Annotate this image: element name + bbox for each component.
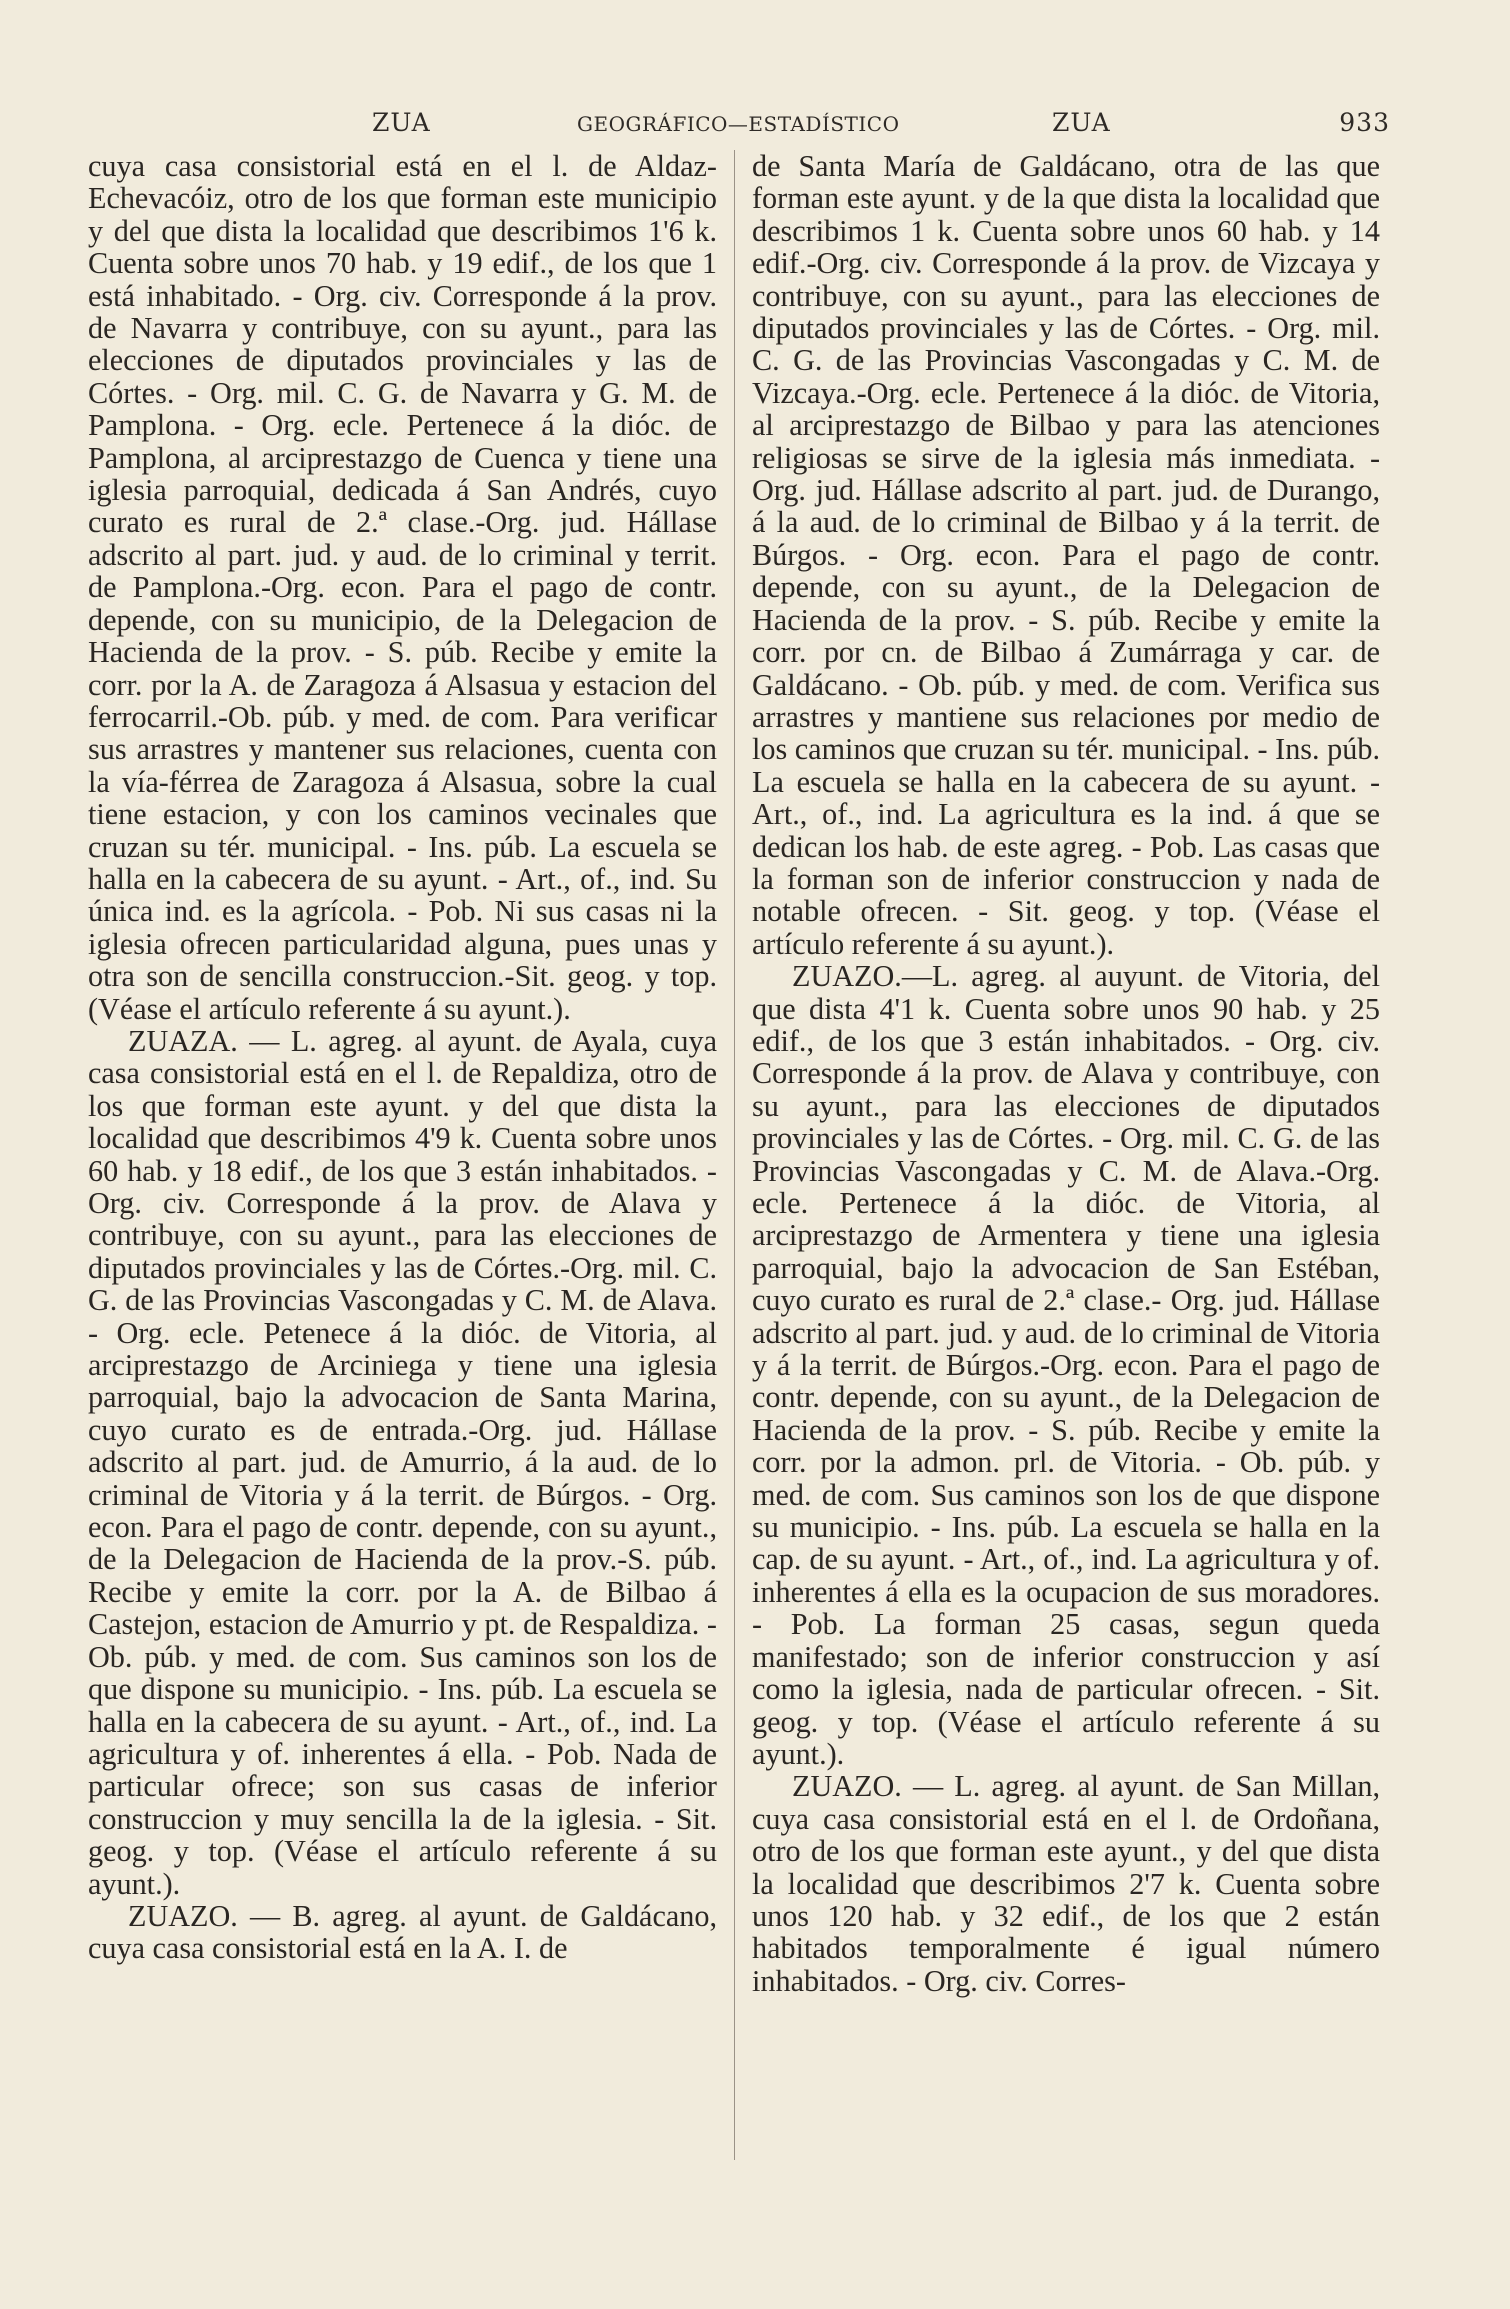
running-header: [372, 108, 1390, 148]
entry-zuazo-vitoria: ZUAZO.—L. agreg. al auyunt. de Vitoria, del que dista 4'1 k. Cuenta sobre unos 90 hab. y 25 edif., de los que 3 están inhabitados. - Org. civ. Corresponde á la prov. de Alava y contribuye, con su ayunt., para las elecciones de diputados provinciales y las de Córtes. - Org. mil. C. G. de las Provincias Vascongadas y C. M. de Alava.-Org. ecle. Pertenece á la dióc. de Vitoria, al arciprestazgo de Armentera y tiene una iglesia parroquial, bajo la advocacion de San Estéban, cuyo curato es rural de 2.ª clase.- Org. jud. Hállase adscrito al part. jud. y aud. de lo criminal de Vitoria y á la territ. de Búrgos.-Org. econ. Para el pago de contr. depende, con su ayunt., de la Delegacion de Hacienda de la prov. - S. púb. Recibe y emite la corr. por la admon. prl. de Vitoria. - Ob. púb. y med. de com. Sus caminos son los de que dispone su municipio. - Ins. púb. La escuela se halla en la cap. de su ayunt. - Art., of., ind. La agricultura y of. inherentes á ella es la ocupacion de sus moradores. - Pob. La forman 25 casas, segun queda manifestado; son de inferior construccion y así como la iglesia, nada de particular ofrecen. - Sit. geog. y top. (Véase el artículo referente á su ayunt.).: [752, 959, 1380, 1771]
paragraph-continuation: cuya casa consistorial está en el l. de Aldaz-Echevacóiz, otro de los que forman este municipio y del que dista la localidad que describimos 1'6 k. Cuenta sobre unos 70 hab. y 19 edif., de los que 1 está inhabitado. - Org. civ. Corresponde á la prov. de Navarra y contribuye, con su ayunt., para las elecciones de diputados provinciales y las de Córtes. - Org. mil. C. G. de Navarra y G. M. de Pamplona. - Org. ecle. Pertenece á la dióc. de Pamplona, al arciprestazgo de Cuenca y tiene una iglesia parroquial, dedicada á San Andrés, cuyo curato es rural de 2.ª clase.-Org. jud. Hállase adscrito al part. jud. y aud. de lo criminal y territ. de Pamplona.-Org. econ. Para el pago de contr. depende, con su municipio, de la Delegacion de Hacienda de la prov. - S. púb. Recibe y emite la corr. por la A. de Zaragoza á Alsasua y estacion del ferrocarril.-Ob. púb. y med. de com. Para verificar sus arrastres y mantener sus relaciones, cuenta con la vía-férrea de Zaragoza á Alsasua, sobre la cual tiene estacion, y con los caminos vecinales que cruzan su tér. municipal. - Ins. púb. La escuela se halla en la cabecera de su ayunt. - Art., of., ind. Su única ind. es la agrícola. - Pob. Ni sus casas ni la iglesia ofrecen particularidad alguna, pues unas y otra son de sencilla construccion.-Sit. geog. y top. (Véase el artículo referente á su ayunt.).: [88, 149, 717, 1026]
page-number: 933: [1339, 108, 1390, 137]
header-left-title: ZUA: [372, 108, 431, 137]
paragraph-continuation: de Santa María de Galdácano, otra de las que forman este ayunt. y de la que dista la localidad que describimos 1 k. Cuenta sobre unos 60 hab. y 14 edif.-Org. civ. Corresponde á la prov. de Vizcaya y contribuye, con su ayunt., para las elecciones de diputados provinciales y las de Córtes. - Org. mil. C. G. de las Provincias Vascongadas y C. M. de Vizcaya.-Org. ecle. Pertenece á la dióc. de Vitoria, al arciprestazgo de Bilbao y para las atenciones religiosas se sirve de la iglesia más inmediata. - Org. jud. Hállase adscrito al part. jud. de Durango, á la aud. de lo criminal de Bilbao y á la territ. de Búrgos. - Org. econ. Para el pago de contr. depende, con su ayunt., de la Delegacion de Hacienda de la prov. - S. púb. Recibe y emite la corr. por cn. de Bilbao á Zumárraga y car. de Galdácano. - Ob. púb. y med. de com. Verifica sus arrastres y mantiene sus relaciones por medio de los caminos que cruzan su tér. municipal. - Ins. púb. La escuela se halla en la cabecera de su ayunt. - Art., of., ind. La agricultura es la ind. á que se dedican los hab. de este agreg. - Pob. Las casas que la forman son de inferior construccion y nada de notable ofrecen. - Sit. geog. y top. (Véase el artículo referente á su ayunt.).: [752, 149, 1380, 961]
right-column: [752, 150, 1380, 1997]
column-divider: [734, 150, 735, 2160]
header-right-title: ZUA: [1052, 108, 1111, 137]
entry-zuazo-san-millan: ZUAZO. — L. agreg. al ayunt. de San Millan, cuya casa consistorial está en el l. de Ordoñana, otro de los que forman este ayunt., y del que dista la localidad que describimos 2'7 k. Cuenta sobre unos 120 hab. y 32 edif., de los que 2 están habitados temporalmente é igual número inhabitados. - Org. civ. Corres-: [752, 1769, 1380, 1998]
header-center-title: GEOGRÁFICO—ESTADÍSTICO: [577, 112, 900, 136]
entry-zuazo-galdacano: ZUAZO. — B. agreg. al ayunt. de Galdácano, cuya casa consistorial está en la A. I. de: [88, 1898, 717, 1966]
entry-zuaza: ZUAZA. — L. agreg. al ayunt. de Ayala, cuya casa consistorial está en el l. de Repaldiza, otro de los que forman este ayunt. y del que dista la localidad que describimos 4'9 k. Cuenta sobre unos 60 hab. y 18 edif., de los que 3 están inhabitados. - Org. civ. Corresponde á la prov. de Alava y contribuye, con su ayunt., para las elecciones de diputados provinciales y las de Córtes.-Org. mil. C. G. de las Provincias Vascongadas y C. M. de Alava. - Org. ecle. Petenece á la dióc. de Vitoria, al arciprestazgo de Arciniega y tiene una iglesia parroquial, bajo la advocacion de Santa Marina, cuyo curato es de entrada.-Org. jud. Hállase adscrito al part. jud. de Amurrio, á la aud. de lo criminal de Vitoria y á la territ. de Búrgos. - Org. econ. Para el pago de contr. depende, con su ayunt., de la Delegacion de Hacienda de la prov.-S. púb. Recibe y emite la corr. por la A. de Bilbao á Castejon, estacion de Amurrio y pt. de Respaldiza. - Ob. púb. y med. de com. Sus caminos son los de que dispone su municipio. - Ins. púb. La escuela se halla en la cabecera de su ayunt. - Art., of., ind. La agricultura y of. inherentes á ella. - Pob. Nada de particular ofrece; son sus casas de inferior construccion y muy sencilla la de la iglesia. - Sit. geog. y top. (Véase el artículo referente á su ayunt.).: [88, 1023, 717, 1901]
left-column: [88, 150, 717, 1965]
